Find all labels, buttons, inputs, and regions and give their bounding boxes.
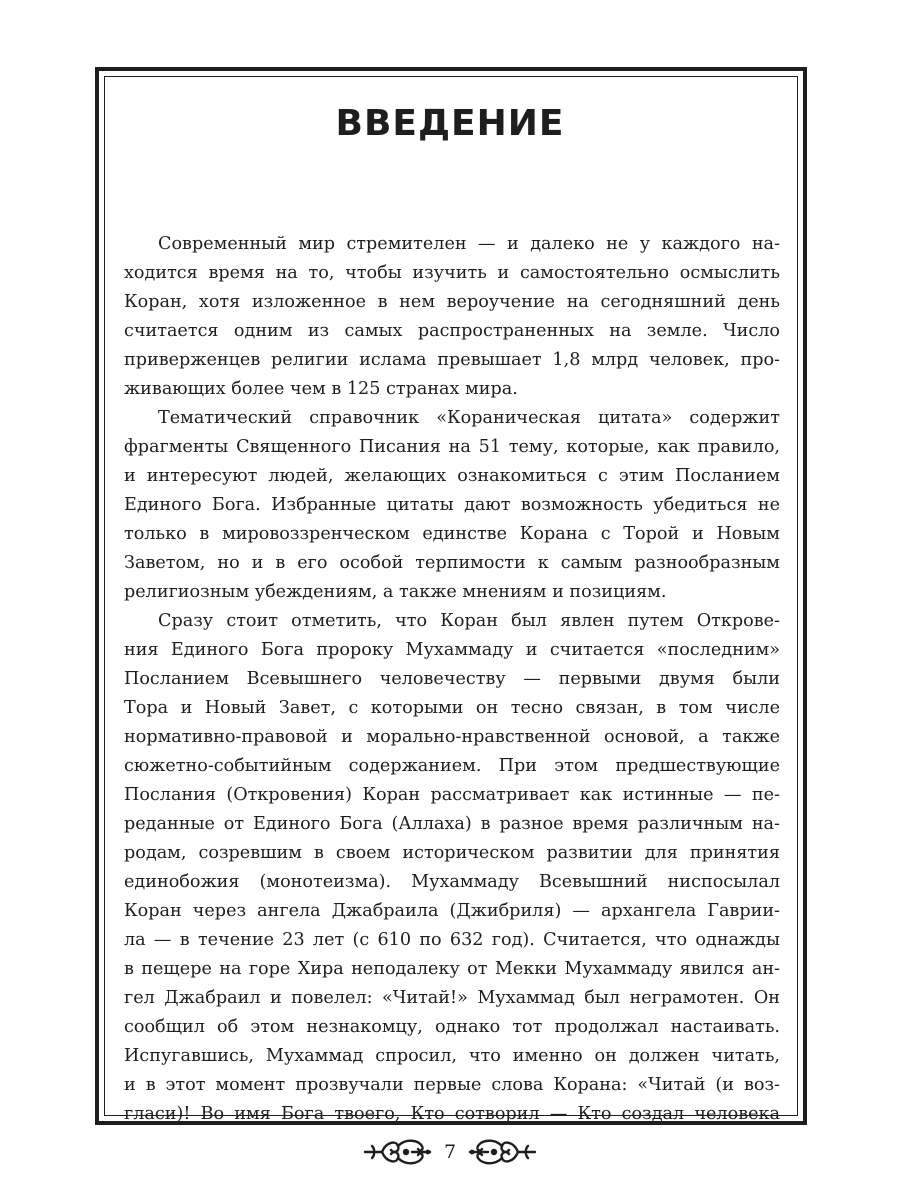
text-line: Сразу стоит отметить, что Коран был явлен путем Открове- (158, 611, 780, 631)
text-line: приверженцев религии ислама превышает 1,8 млрд человек, про- (124, 350, 780, 370)
text-line: Послания (Откровения) Коран рассматривает как истинные — пе- (124, 785, 780, 805)
text-line: Тематический справочник «Кораническая цитата» содержит (158, 408, 780, 428)
text-line: родам, созревшим в своем историческом развитии для принятия (124, 843, 780, 863)
text-line: живающих более чем в 125 странах мира. (124, 379, 518, 399)
text-line: ходится время на то, чтобы изучить и самостоятельно осмыслить (124, 263, 780, 283)
paragraph (124, 230, 780, 404)
body-text (124, 230, 780, 1129)
paragraph (124, 404, 780, 607)
text-line: гел Джабраил и повелел: «Читай!» Мухаммад был неграмотен. Он (124, 988, 780, 1008)
text-line: фрагменты Священного Писания на 51 тему, которые, как правило, (124, 437, 780, 457)
page-footer (0, 1130, 900, 1174)
text-line: считается одним из самых распространенных на земле. Число (124, 321, 780, 341)
paragraph (124, 607, 780, 1129)
text-line: только в мировоззренческом единстве Корана с Торой и Новым (124, 524, 780, 544)
text-line: и интересуют людей, желающих ознакомиться с этим Посланием (124, 466, 780, 486)
text-line: Коран, хотя изложенное в нем вероучение на сегодняшний день (124, 292, 780, 312)
text-line: Посланием Всевышнего человечеству — первыми двумя были (124, 669, 780, 689)
text-line: религиозным убеждениям, а также мнениям и позициям. (124, 582, 667, 602)
text-line: гласи)! Во имя Бога твоего, Кто сотворил — Кто создал человека (124, 1104, 780, 1124)
text-line: Коран через ангела Джабраила (Джибриля) — архангела Гаврии- (124, 901, 780, 921)
text-line: Современный мир стремителен — и далеко не у каждого на- (158, 234, 780, 254)
text-line: сообщил об этом незнакомцу, однако тот продолжал настаивать. (124, 1017, 780, 1037)
text-line: в пещере на горе Хира неподалеку от Мекки Мухаммаду явился ан- (124, 959, 780, 979)
text-line: ла — в течение 23 лет (с 610 по 632 год). Считается, что однажды (124, 930, 780, 950)
text-line: и в этот момент прозвучали первые слова Корана: «Читай (и воз- (124, 1075, 780, 1095)
text-line: Испугавшись, Мухаммад спросил, что именно он должен читать, (124, 1046, 780, 1066)
text-line: единобожия (монотеизма). Мухаммаду Всевышний ниспосылал (124, 872, 780, 892)
text-line: нормативно-правовой и морально-нравственной основой, а также (124, 727, 780, 747)
page-title: ВВЕДЕНИЕ (335, 103, 565, 144)
text-line: Единого Бога. Избранные цитаты дают возможность убедиться не (124, 495, 780, 515)
text-line: ния Единого Бога пророку Мухаммаду и считается «последним» (124, 640, 780, 660)
text-line: Тора и Новый Завет, с которыми он тесно связан, в том числе (124, 698, 780, 718)
text-line: реданные от Единого Бога (Аллаха) в разное время различным на- (124, 814, 780, 834)
text-line: Заветом, но и в его особой терпимости к самым разнообразным (124, 553, 780, 573)
page-number: 7 (443, 1141, 457, 1163)
text-line: сюжетно-событийным содержанием. При этом предшествующие (124, 756, 780, 776)
floral-ornament-icon (362, 1134, 432, 1170)
floral-ornament-icon (468, 1134, 538, 1170)
